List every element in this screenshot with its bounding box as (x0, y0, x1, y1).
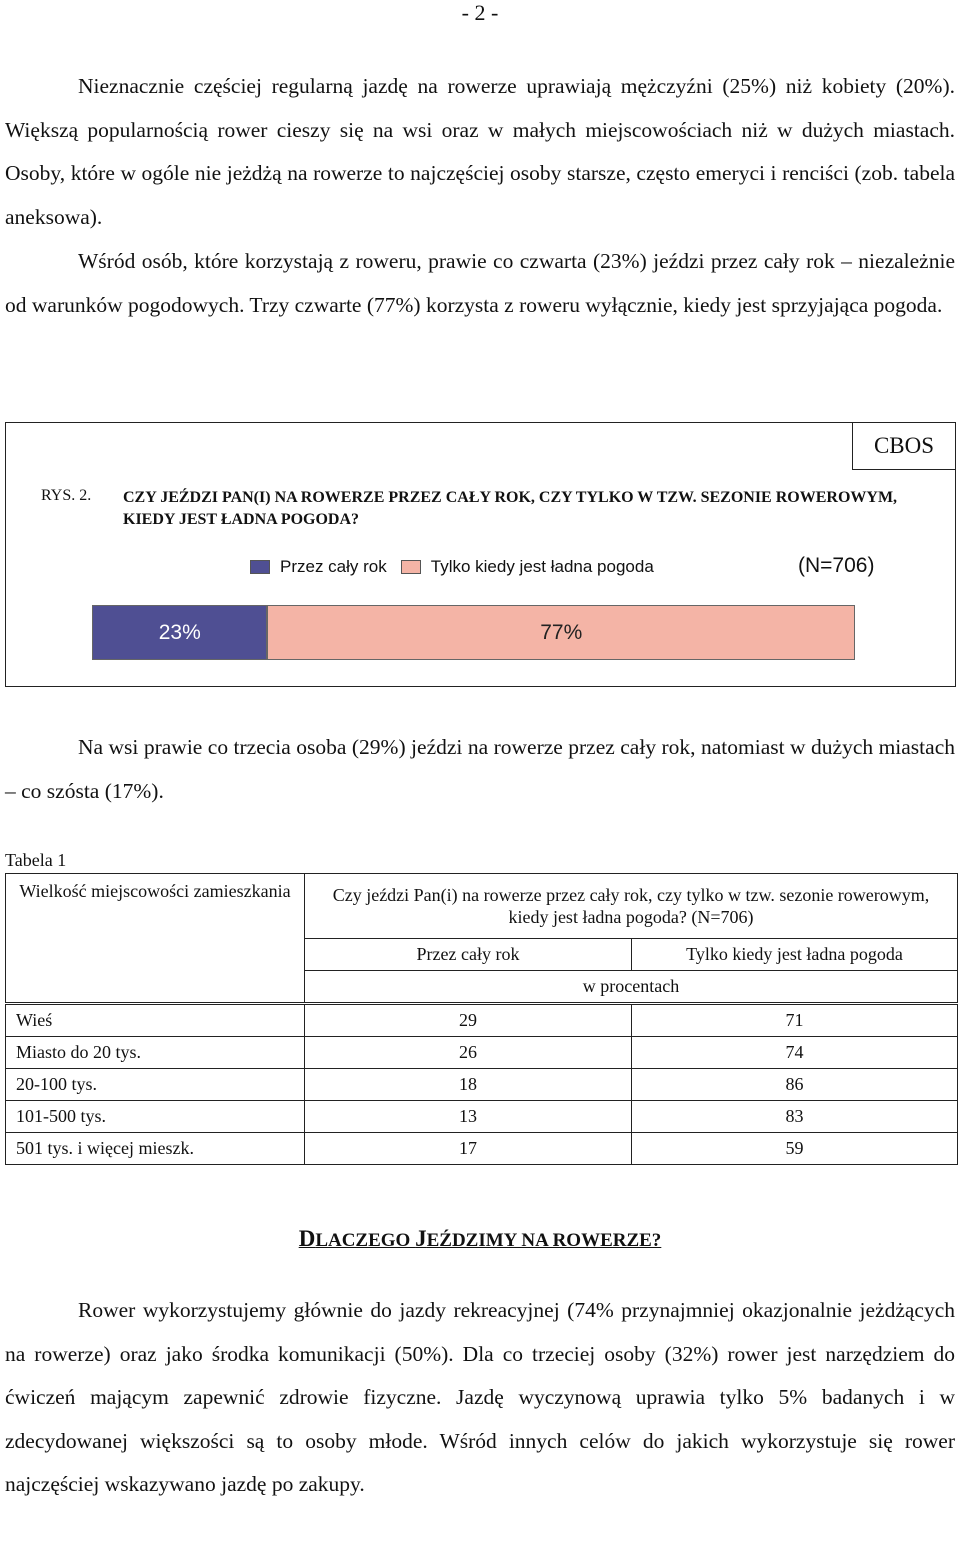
table-row (6, 1004, 958, 1037)
section-heading (0, 1226, 960, 1252)
paragraph-2 (5, 240, 955, 327)
table-caption: Tabela 1 (5, 850, 67, 870)
table-1 (5, 873, 958, 1165)
paragraph-3 (5, 726, 955, 813)
cell-all-year: 13 (305, 1101, 632, 1133)
col-header-all-year: Przez cały rok (305, 939, 632, 971)
cell-all-year: 26 (305, 1037, 632, 1069)
heading-part-1: LACZEGO (315, 1230, 416, 1251)
legend-label-all-year: Przez cały rok (280, 557, 387, 576)
table-row (6, 1133, 958, 1165)
cell-all-year: 29 (305, 1004, 632, 1037)
heading-initial-1: D (298, 1226, 316, 1251)
bar-data-label: 23% (158, 620, 201, 644)
row-header: Wielkość miejscowości zamieszkania (6, 874, 305, 1004)
table-row (6, 1101, 958, 1133)
paragraph-2-text: Wśród osób, które korzystają z roweru, prawie co czwarta (23%) jeździ przez cały rok – niezależnie od warunków pogodowych. Trzy czwarte (77%) korzysta z roweru wyłącznie, kiedy jest sprzyjająca pogoda. (5, 249, 955, 317)
row-label: Wieś (6, 1004, 305, 1037)
question-header: Czy jeździ Pan(i) na rowerze przez cały rok, czy tylko w tzw. sezonie rowerowym, kiedy jest ładna pogoda? (N=706) (305, 874, 958, 939)
heading-initial-2: J (415, 1226, 427, 1251)
cell-good-weather: 59 (632, 1133, 958, 1165)
row-label: 501 tys. i więcej mieszk. (6, 1133, 305, 1165)
row-label: 101-500 tys. (6, 1101, 305, 1133)
source-box: CBOS (852, 422, 956, 470)
sample-size-label: (N=706) (798, 554, 875, 577)
figure-title: CZY JEŹDZI PAN(I) NA ROWERZE PRZEZ CAŁY ROK, CZY TYLKO W TZW. SEZONIE ROWEROWYM, KIEDY JEST ŁADNA POGODA? (123, 489, 898, 528)
paragraph-3-text: Na wsi prawie co trzecia osoba (29%) jeździ na rowerze przez cały rok, natomiast w dużych miastach – co szósta (17%). (5, 735, 955, 803)
heading-part-2: EŹDZIMY NA ROWERZE? (426, 1230, 662, 1251)
col-header-good-weather: Tylko kiedy jest ładna pogoda (632, 939, 958, 971)
paragraph-1-text: Nieznacznie częściej regularną jazdę na rowerze uprawiają mężczyźni (25%) niż kobiety (20%). Większą popularnością rower cieszy się na wsi oraz w małych miejscowościach niż w dużych miastach. Osoby, które w ogóle nie jeżdżą na rowerze to najczęściej osoby starsze, często emeryci i renciści (zob. tabela aneksowa). (5, 74, 955, 229)
cell-good-weather: 83 (632, 1101, 958, 1133)
figure-number: RYS. 2. (41, 487, 92, 504)
page-number: - 2 - (461, 0, 499, 25)
figure-rys-2 (5, 422, 956, 687)
paragraph-1 (5, 65, 955, 239)
table-row (6, 1037, 958, 1069)
unit-header: w procentach (305, 971, 958, 1004)
table-row (6, 1069, 958, 1101)
legend-label-good-weather: Tylko kiedy jest ładna pogoda (430, 557, 654, 576)
legend-swatch-all-year (250, 560, 270, 574)
cell-good-weather: 74 (632, 1037, 958, 1069)
cell-all-year: 18 (305, 1069, 632, 1101)
row-label: Miasto do 20 tys. (6, 1037, 305, 1069)
bar-segment-good-weather (267, 605, 855, 660)
cell-good-weather: 86 (632, 1069, 958, 1101)
stacked-bar (92, 605, 855, 660)
paragraph-4-text: Rower wykorzystujemy głównie do jazdy rekreacyjnej (74% przynajmniej okazjonalnie jeżdżących na rowerze) oraz jako środka komunikacji (50%). Dla co trzeciej osoby (32%) rower jest narzędziem do ćwiczeń mającym zapewnić zdrowie fizyczne. Jazdę wyczynową uprawia tylko 5% badanych i w zdecydowanej większości są to osoby młode. Wśród innych celów do jakich wykorzystuje się rower najczęściej wskazywano jazdę po zakupy. (5, 1298, 955, 1496)
row-label: 20-100 tys. (6, 1069, 305, 1101)
paragraph-4 (5, 1289, 955, 1507)
legend-swatch-good-weather (401, 560, 421, 574)
bar-segment-all-year (92, 605, 267, 660)
chart-legend (250, 557, 654, 577)
cell-all-year: 17 (305, 1133, 632, 1165)
bar-data-label: 77% (540, 620, 583, 644)
cell-good-weather: 71 (632, 1004, 958, 1037)
